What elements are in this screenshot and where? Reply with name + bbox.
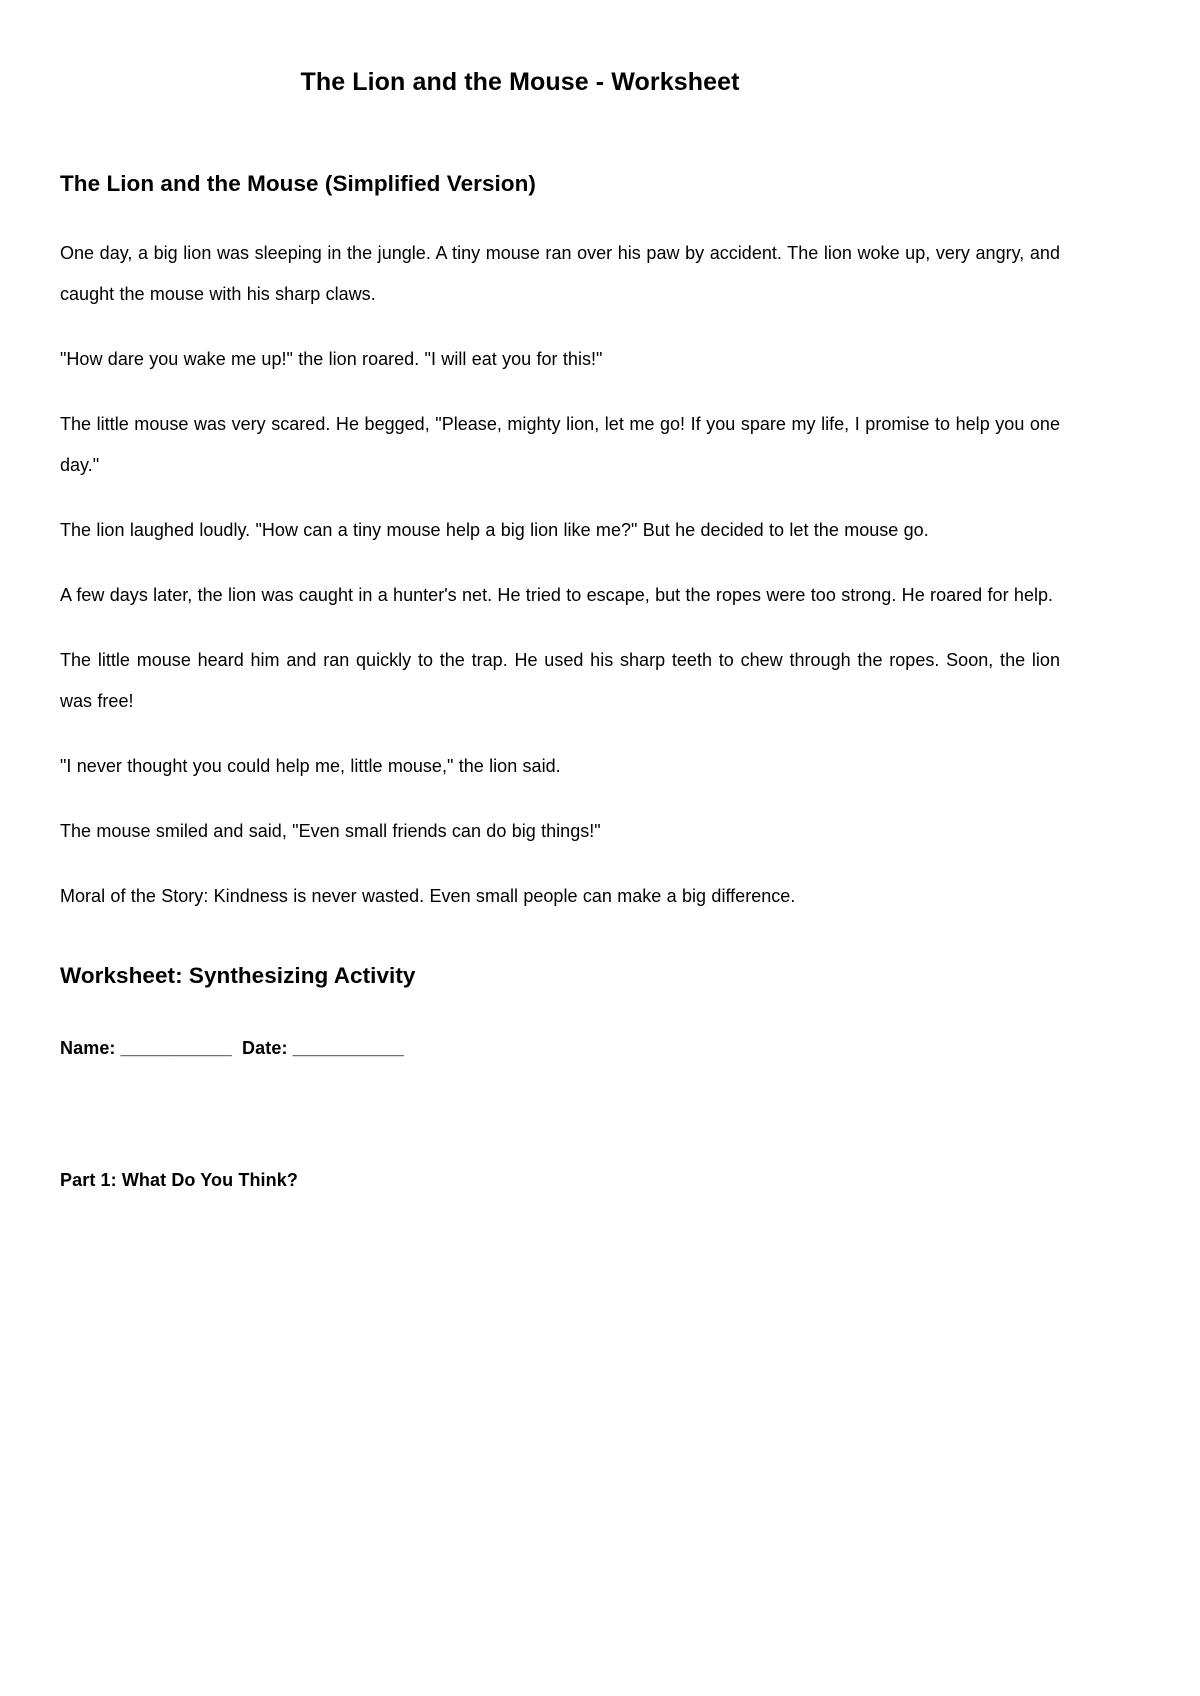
story-paragraph-1: One day, a big lion was sleeping in the jungle. A tiny mouse ran over his paw by accident. The lion woke up, very angry, and caught the mouse with his sharp claws. [60, 242, 1060, 304]
story-heading: The Lion and the Mouse (Simplified Version) [60, 170, 536, 196]
story-paragraph-6: The little mouse heard him and ran quickly to the trap. He used his sharp teeth to chew through the ropes. Soon, the lion was free! [60, 650, 1060, 712]
story-paragraph-7: "I never thought you could help me, little mouse," the lion said. [60, 756, 561, 777]
story-moral: Moral of the Story: Kindness is never wasted. Even small people can make a big difference. [60, 886, 796, 907]
name-date-fill-line[interactable]: Name: ___________ Date: ___________ [60, 1037, 404, 1058]
worksheet-heading: Worksheet: Synthesizing Activity [60, 963, 416, 989]
part1-heading: Part 1: What Do You Think? [60, 1169, 298, 1190]
story-paragraph-3: The little mouse was very scared. He begged, "Please, mighty lion, let me go! If you spare my life, I promise to help you one day." [60, 413, 1060, 475]
page-title: The Lion and the Mouse - Worksheet [300, 68, 740, 96]
story-paragraph-2: "How dare you wake me up!" the lion roared. "I will eat you for this!" [60, 348, 603, 369]
layout-spacer [60, 1066, 1060, 1118]
story-paragraph-8: The mouse smiled and said, "Even small friends can do big things!" [60, 821, 601, 842]
story-paragraph-5: A few days later, the lion was caught in a hunter's net. He tried to escape, but the ropes were too strong. He roared for help. [60, 585, 1054, 606]
story-paragraph-4: The lion laughed loudly. "How can a tiny mouse help a big lion like me?" But he decided to let the mouse go. [60, 520, 929, 541]
